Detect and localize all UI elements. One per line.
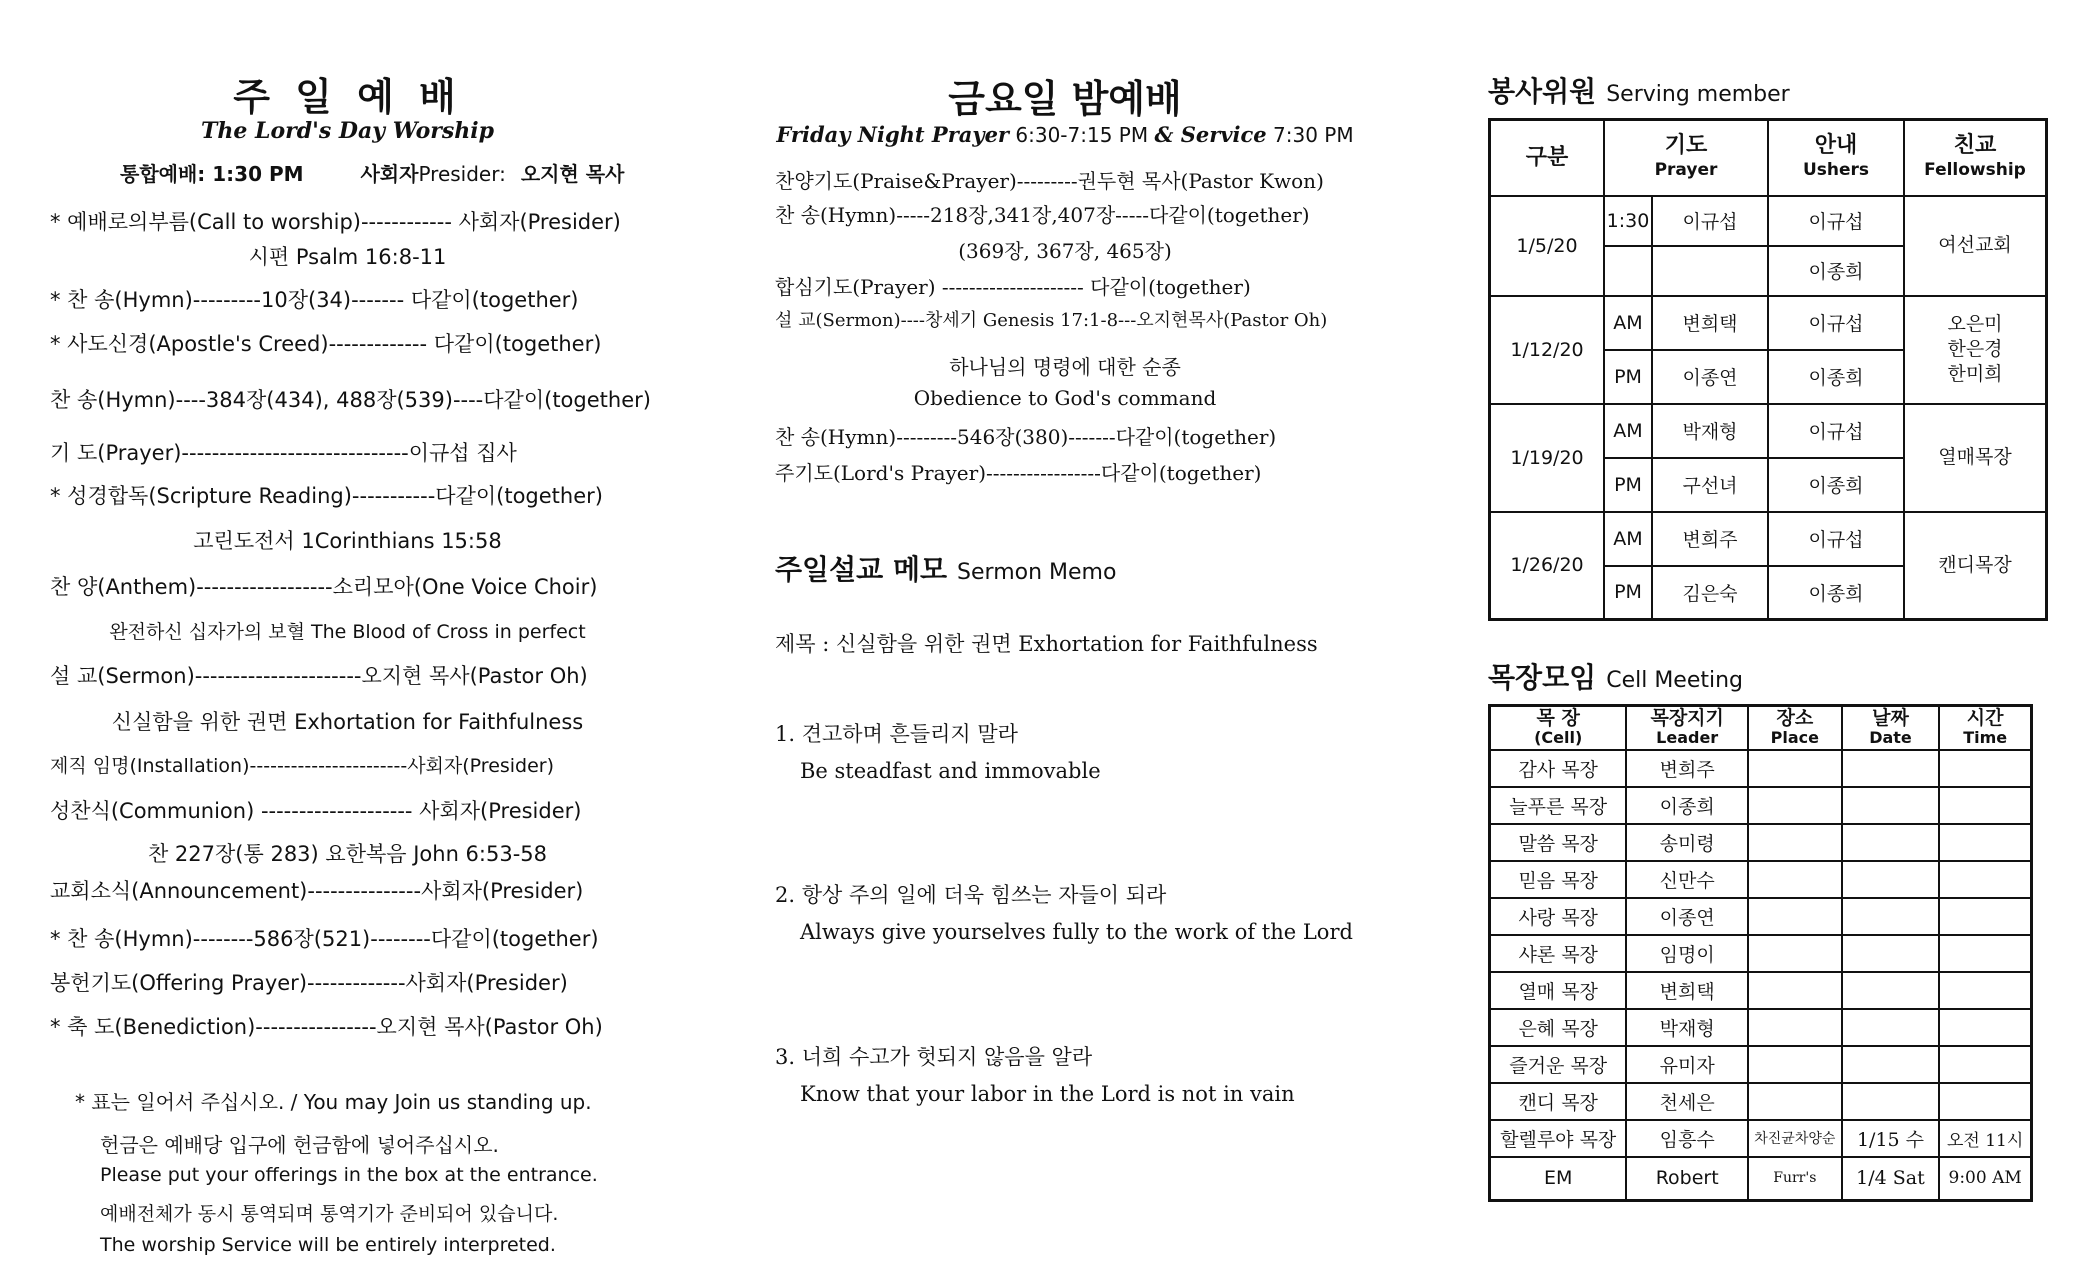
serving-prayer	[1652, 246, 1768, 296]
cell-leader: 유미자	[1626, 1046, 1748, 1083]
sunday-order-item: 제직 임명(Installation)-----------------------사회자(Presider)	[50, 755, 555, 777]
serving-fellowship: 캔디목장	[1904, 512, 2047, 620]
cell-row	[1490, 750, 2032, 787]
serving-prayer: 구선녀	[1652, 458, 1768, 512]
sunday-title: 주 일 예 배	[233, 75, 462, 119]
cell-row	[1490, 1083, 2032, 1120]
memo-title-kr: 주일설교 메모	[775, 553, 948, 586]
cell-date	[1842, 750, 1940, 787]
serving-fellowship: 여선교회	[1904, 196, 2047, 296]
friday-prayer-time: 6:30-7:15 PM	[1015, 123, 1149, 147]
serving-usher: 이규섭	[1768, 404, 1904, 458]
cell-leader: 송미령	[1626, 824, 1748, 861]
cell-date: 1/15 수	[1842, 1120, 1940, 1157]
friday-order-item: 설 교(Sermon)----창세기 Genesis 17:1-8---오지현목사(Pastor Oh)	[775, 310, 1328, 331]
header-date: 날짜 Date	[1842, 706, 1940, 750]
presider-label: 사회자	[360, 162, 419, 186]
serving-row	[1490, 404, 2047, 458]
header-cell: 목 장 (Cell)	[1490, 706, 1627, 750]
sunday-order-item: * 찬 송(Hymn)--------586장(521)--------다같이(together)	[50, 927, 599, 951]
serving-title-en: Serving member	[1606, 82, 1790, 107]
cell-place	[1748, 972, 1842, 1009]
cell-place	[1748, 1009, 1842, 1046]
serving-time: PM	[1604, 458, 1652, 512]
serving-usher: 이규섭	[1768, 296, 1904, 350]
cell-place	[1748, 750, 1842, 787]
cell-row	[1490, 935, 2032, 972]
cell-date	[1842, 861, 1940, 898]
sunday-order-item: 찬 송(Hymn)----384장(434), 488장(539)----다같이(together)	[50, 388, 651, 412]
cell-date	[1842, 824, 1940, 861]
friday-order-item: 합심기도(Prayer) --------------------- 다같이(together)	[775, 275, 1251, 299]
cell-cell: 늘푸른 목장	[1490, 787, 1627, 824]
cell-date	[1842, 1046, 1940, 1083]
sunday-order-item: 신실함을 위한 권면 Exhortation for Faithfulness	[111, 710, 584, 734]
memo-point-en: Know that your labor in the Lord is not in vain	[800, 1082, 1295, 1106]
cell-row	[1490, 1046, 2032, 1083]
cell-time	[1939, 1046, 2031, 1083]
cell-cell: 캔디 목장	[1490, 1083, 1627, 1120]
serving-time	[1604, 246, 1652, 296]
serving-usher: 이규섭	[1768, 512, 1904, 566]
cell-row	[1490, 898, 2032, 935]
cell-cell: 은혜 목장	[1490, 1009, 1627, 1046]
serving-usher: 이규섭	[1768, 196, 1904, 246]
cell-meeting-table	[1488, 704, 2033, 1202]
memo-point-kr: 2. 항상 주의 일에 더욱 힘쓰는 자들이 되라	[775, 883, 1167, 907]
cell-row	[1490, 1009, 2032, 1046]
serving-fellowship: 열매목장	[1904, 404, 2047, 512]
sunday-order-item: 찬 227장(통 283) 요한복음 John 6:53-58	[147, 842, 548, 866]
cell-title-kr: 목장모임	[1488, 661, 1597, 694]
sunday-order-item: 찬 양(Anthem)------------------소리모아(One Voice Choir)	[50, 575, 598, 599]
friday-service-time: 7:30 PM	[1273, 123, 1354, 147]
sunday-note: 헌금은 예배당 입구에 헌금함에 넣어주십시오.	[100, 1133, 499, 1157]
friday-order-item: 찬양기도(Praise&Prayer)---------권두현 목사(Pastor Kwon)	[775, 169, 1324, 193]
serving-usher: 이종희	[1768, 350, 1904, 404]
cell-row	[1490, 824, 2032, 861]
sunday-order-item: * 사도신경(Apostle's Creed)------------- 다같이(together)	[50, 332, 602, 356]
serving-time: PM	[1604, 350, 1652, 404]
friday-order-item: Obedience to God's command	[913, 386, 1217, 410]
cell-time	[1939, 972, 2031, 1009]
friday-title: 금요일 밤예배	[948, 77, 1182, 121]
cell-leader: 변희주	[1626, 750, 1748, 787]
friday-service-label: & Service	[1154, 122, 1267, 147]
cell-leader: 천세은	[1626, 1083, 1748, 1120]
cell-row	[1490, 787, 2032, 824]
cell-cell: 할렐루야 목장	[1490, 1120, 1627, 1157]
sunday-order-item: * 예배로의부름(Call to worship)------------ 사회자(Presider)	[50, 210, 621, 234]
cell-leader: 임명이	[1626, 935, 1748, 972]
cell-time	[1939, 898, 2031, 935]
serving-fellowship: 오은미 한은경 한미희	[1904, 296, 2047, 404]
memo-point-en: Always give yourselves fully to the work of the Lord	[800, 920, 1353, 944]
serving-time: PM	[1604, 566, 1652, 620]
cell-time	[1939, 1083, 2031, 1120]
sunday-order-item: 시편 Psalm 16:8-11	[248, 245, 447, 269]
serving-time: AM	[1604, 404, 1652, 458]
friday-order-item: (369장, 367장, 465장)	[958, 239, 1172, 263]
cell-place	[1748, 1046, 1842, 1083]
cell-cell: 말씀 목장	[1490, 824, 1627, 861]
cell-date	[1842, 1009, 1940, 1046]
sermon-memo-title	[775, 548, 1116, 588]
friday-prayer-label: Friday Night Prayer	[776, 122, 1010, 147]
serving-title	[1488, 70, 1790, 110]
cell-time: 오전 11시	[1939, 1120, 2031, 1157]
cell-time: 9:00 AM	[1939, 1157, 2031, 1201]
serving-row	[1490, 512, 2047, 566]
memo-title-en: Sermon Memo	[957, 560, 1117, 585]
serving-date: 1/19/20	[1490, 404, 1605, 512]
sunday-order-item: * 찬 송(Hymn)---------10장(34)------- 다같이(together)	[50, 288, 579, 312]
cell-date	[1842, 898, 1940, 935]
cell-time	[1939, 750, 2031, 787]
memo-point-en: Be steadfast and immovable	[800, 759, 1101, 783]
cell-place	[1748, 861, 1842, 898]
serving-prayer: 김은숙	[1652, 566, 1768, 620]
cell-cell: 감사 목장	[1490, 750, 1627, 787]
cell-leader: Robert	[1626, 1157, 1748, 1201]
sunday-order-item: 성찬식(Communion) -------------------- 사회자(Presider)	[50, 799, 582, 823]
cell-date: 1/4 Sat	[1842, 1157, 1940, 1201]
header-prayer: 기도 Prayer	[1604, 120, 1768, 196]
serving-table	[1488, 118, 2048, 621]
cell-place	[1748, 1083, 1842, 1120]
sunday-note: * 표는 일어서 주십시오. / You may Join us standing up.	[75, 1090, 592, 1114]
memo-point-kr: 3. 너희 수고가 헛되지 않음을 알라	[775, 1045, 1093, 1069]
cell-leader: 변희택	[1626, 972, 1748, 1009]
cell-leader: 박재형	[1626, 1009, 1748, 1046]
cell-leader: 신만수	[1626, 861, 1748, 898]
serving-usher: 이종희	[1768, 458, 1904, 512]
serving-prayer: 이규섭	[1652, 196, 1768, 246]
serving-prayer: 이종연	[1652, 350, 1768, 404]
cell-cell: 사랑 목장	[1490, 898, 1627, 935]
cell-leader: 이종연	[1626, 898, 1748, 935]
serving-row	[1490, 196, 2047, 246]
serving-date: 1/26/20	[1490, 512, 1605, 620]
sunday-note: 예배전체가 동시 통역되며 통역기가 준비되어 있습니다.	[100, 1203, 559, 1225]
cell-leader: 이종희	[1626, 787, 1748, 824]
serving-prayer: 박재형	[1652, 404, 1768, 458]
friday-subtitle	[775, 122, 1355, 147]
serving-time: AM	[1604, 512, 1652, 566]
cell-date	[1842, 1083, 1940, 1120]
header-leader: 목장지기 Leader	[1626, 706, 1748, 750]
header-fellowship: 친교 Fellowship	[1904, 120, 2047, 196]
sunday-order-item: 고린도전서 1Corinthians 15:58	[193, 529, 502, 553]
serving-time: 1:30	[1604, 196, 1652, 246]
sunday-order-item: 완전하신 십자가의 보혈 The Blood of Cross in perfect	[109, 621, 586, 643]
header-time: 시간 Time	[1939, 706, 2031, 750]
cell-cell: 열매 목장	[1490, 972, 1627, 1009]
header-place: 장소 Place	[1748, 706, 1842, 750]
cell-place	[1748, 824, 1842, 861]
cell-row	[1490, 861, 2032, 898]
sunday-subtitle: The Lord's Day Worship	[201, 118, 494, 144]
cell-meeting-title	[1488, 656, 1743, 696]
sunday-order-item: * 축 도(Benediction)----------------오지현 목사(Pastor Oh)	[50, 1015, 603, 1039]
friday-order-item: 찬 송(Hymn)---------546장(380)-------다같이(together)	[775, 425, 1277, 449]
serving-date: 1/5/20	[1490, 196, 1605, 296]
sunday-note: Please put your offerings in the box at the entrance.	[100, 1164, 598, 1186]
service-time: 통합예배: 1:30 PM	[120, 162, 304, 186]
cell-time	[1939, 1009, 2031, 1046]
serving-date: 1/12/20	[1490, 296, 1605, 404]
cell-place	[1748, 898, 1842, 935]
cell-place	[1748, 787, 1842, 824]
serving-usher: 이종희	[1768, 246, 1904, 296]
cell-place	[1748, 935, 1842, 972]
memo-point-kr: 1. 견고하며 흔들리지 말라	[775, 722, 1018, 746]
cell-time	[1939, 861, 2031, 898]
cell-cell: 샤론 목장	[1490, 935, 1627, 972]
cell-leader: 임흥수	[1626, 1120, 1748, 1157]
friday-order-item: 주기도(Lord's Prayer)-----------------다같이(together)	[775, 461, 1262, 485]
presider-name: 오지현 목사	[520, 162, 625, 186]
sunday-note: The worship Service will be entirely interpreted.	[100, 1234, 556, 1256]
serving-usher: 이종희	[1768, 566, 1904, 620]
sunday-time-line	[120, 158, 624, 187]
cell-cell: 즐거운 목장	[1490, 1046, 1627, 1083]
cell-time	[1939, 824, 2031, 861]
cell-date	[1842, 787, 1940, 824]
sunday-order-item: * 성경합독(Scripture Reading)-----------다같이(together)	[50, 484, 603, 508]
sunday-order-item: 봉헌기도(Offering Prayer)-------------사회자(Presider)	[50, 971, 568, 995]
header-division: 구분	[1490, 120, 1605, 196]
cell-place: 차진균차양순	[1748, 1120, 1842, 1157]
presider-en: Presider:	[418, 162, 506, 186]
sunday-order-item: 설 교(Sermon)----------------------오지현 목사(Pastor Oh)	[50, 664, 588, 688]
sunday-order-item: 교회소식(Announcement)---------------사회자(Presider)	[50, 879, 584, 903]
cell-date	[1842, 935, 1940, 972]
serving-title-kr: 봉사위원	[1488, 75, 1597, 108]
cell-time	[1939, 787, 2031, 824]
memo-topic: 제목 : 신실함을 위한 권면 Exhortation for Faithfulness	[775, 632, 1318, 656]
cell-cell: 믿음 목장	[1490, 861, 1627, 898]
friday-order-item: 하나님의 명령에 대한 순종	[949, 355, 1181, 379]
cell-row	[1490, 1157, 2032, 1201]
cell-row	[1490, 972, 2032, 1009]
cell-title-en: Cell Meeting	[1606, 668, 1744, 693]
cell-date	[1842, 972, 1940, 1009]
serving-prayer: 변희주	[1652, 512, 1768, 566]
serving-row	[1490, 296, 2047, 350]
friday-order-item: 찬 송(Hymn)-----218장,341장,407장-----다같이(together)	[775, 203, 1310, 227]
serving-prayer: 변희택	[1652, 296, 1768, 350]
cell-time	[1939, 935, 2031, 972]
header-ushers: 안내 Ushers	[1768, 120, 1904, 196]
cell-place: Furr's	[1748, 1157, 1842, 1201]
cell-cell: EM	[1490, 1157, 1627, 1201]
serving-time: AM	[1604, 296, 1652, 350]
cell-row	[1490, 1120, 2032, 1157]
sunday-order-item: 기 도(Prayer)------------------------------이규섭 집사	[50, 441, 517, 465]
